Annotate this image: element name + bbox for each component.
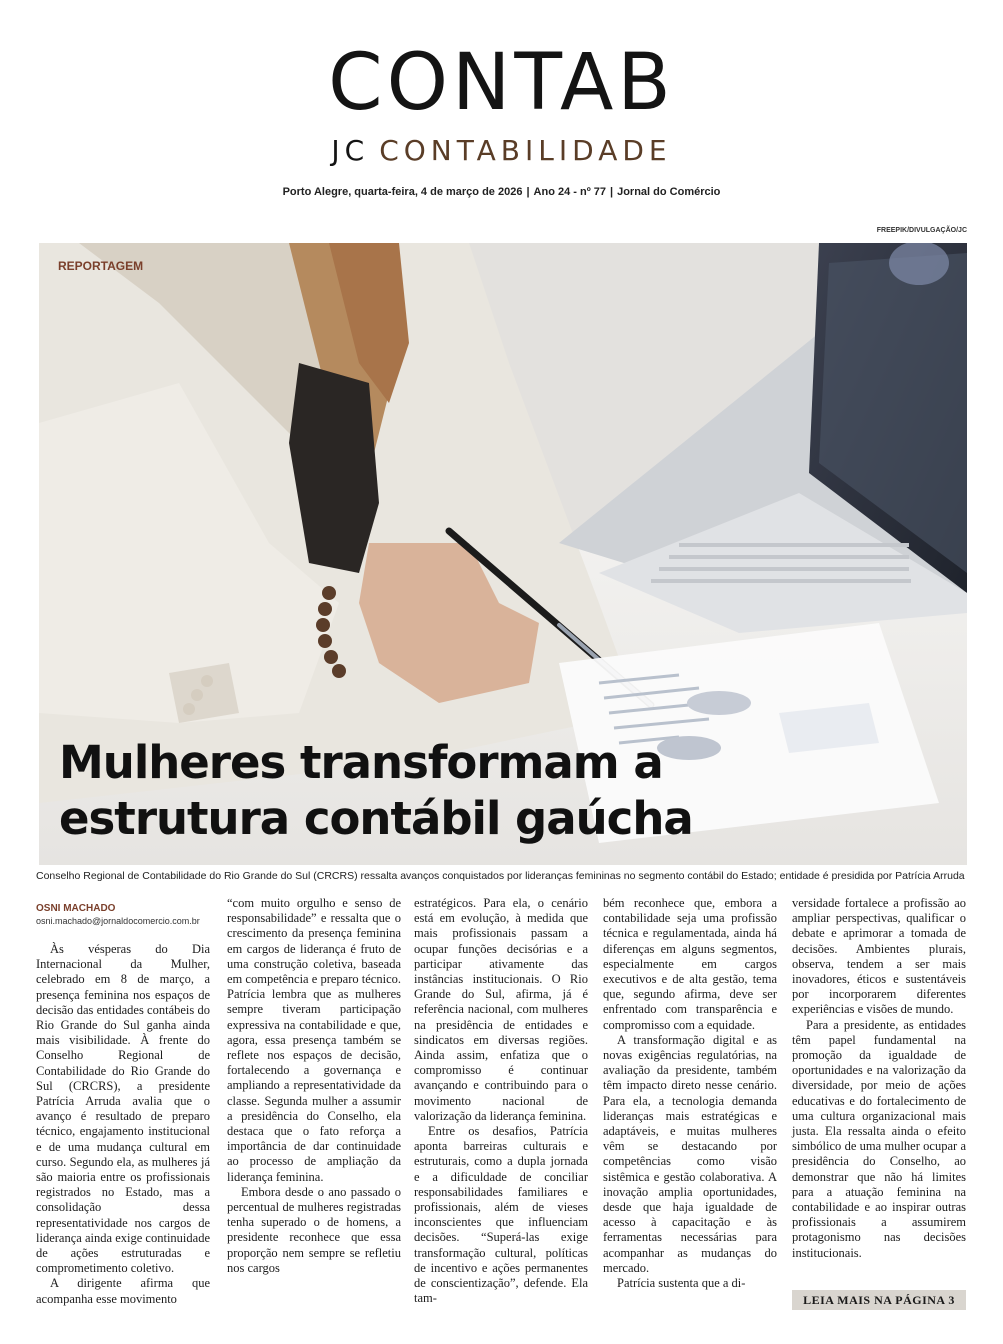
- paragraph: bém reconhece que, embora a contabilidade seja uma profissão técnica e regulamentada, ainda há diferenças em alguns segmentos, especialmente em cargos executivos e de alta gestão, tema que, segundo afirma, deve ser enfrentado com transparência e compromisso com a equidade.: [603, 896, 777, 1032]
- dateline: Porto Alegre, quarta-feira, 4 de março de 2026 | Ano 24 - nº 77 | Jornal do Comércio: [282, 186, 721, 198]
- article-column-4: [603, 896, 777, 1312]
- masthead-subtitle: [0, 134, 1003, 168]
- author-email: osni.machado@jornaldocomercio.com.br: [36, 916, 200, 926]
- masthead-title: CONTAB: [328, 38, 675, 128]
- article-column-1: [36, 942, 210, 1312]
- section-kicker: REPORTAGEM: [58, 259, 144, 273]
- paragraph: Embora desde o ano passado o percentual de mulheres registradas tenha superado o de homens, a presidente reconhece que essa proporção nem sempre se refletiu nos cargos: [227, 1184, 401, 1275]
- photo-caption: Conselho Regional de Contabilidade do Rio Grande do Sul (CRCRS) ressalta avanços conquistados por lideranças femininas no segmento contábil do Estado; entidade é presidida por Patrícia Arruda: [36, 870, 965, 882]
- paragraph: A transformação digital e as novas exigências regulatórias, na avaliação da presidente, também têm impacto direto nesse cenário. Para ela, a tecnologia demanda lideranças mais estratégicas e adaptáveis, e muitas mulheres vêm se destacando por competências como visão sistêmica e gestão colaborativa. A inovação amplia oportunidades, desde que haja igualdade de acesso à capacitação e às ferramentas necessárias para acompanhar as mudanças do mercado.: [603, 1032, 777, 1275]
- dateline-place-date: Porto Alegre, quarta-feira, 4 de março de 2026: [282, 186, 523, 198]
- lead-photo: [39, 243, 967, 865]
- article-column-2: [227, 896, 401, 1312]
- photo-credit: FREEPIK/DIVULGAÇÃO/JC: [876, 227, 967, 234]
- read-more-link[interactable]: LEIA MAIS NA PÁGINA 3: [792, 1290, 966, 1310]
- dateline-paper: Jornal do Comércio: [617, 186, 721, 198]
- byline: [36, 903, 200, 926]
- paragraph: Entre os desafios, Patrícia aponta barreiras culturais e estruturais, como a dupla jornada e a dificuldade de conciliar responsabilidades familiares e profissionais, além de vieses inconscientes que influenciam decisões. “Superá-las exige transformação cultural, políticas de incentivo e ações permanentes de conscientização”, defende. Ela tam-: [414, 1124, 588, 1306]
- paragraph: Para a presidente, as entidades têm papel fundamental na promoção da igualdade de oportunidades e na valorização da diversidade, por meio de ações educativas e do fortalecimento de uma cultura organizacional mais justa. Ela ressalta ainda o efeito simbólico de uma mulher ocupar a presidência do Conselho, ao demonstrar que não há limites para a atuação feminina na contabilidade e ao inspirar outras profissionais a assumirem protagonismo nas decisões institucionais.: [792, 1017, 966, 1260]
- masthead-prefix: JC: [331, 134, 370, 167]
- headline: Mulheres transformam a estrutura contábil gaúcha: [59, 736, 693, 845]
- dateline-edition: Ano 24 - nº 77: [533, 186, 607, 198]
- article-column-5: [792, 896, 966, 1284]
- paragraph: versidade fortalece a profissão ao ampliar perspectivas, qualificar o debate e aprimorar a tomada de decisões. Ambientes plurais, observa, tendem a ser mais inovadores, éticos e sustentáveis por incorporarem diferentes experiências e visões de mundo.: [792, 896, 966, 1017]
- masthead: [0, 38, 1003, 168]
- paragraph: Às vésperas do Dia Internacional da Mulher, celebrado em 8 de março, a presença feminina nos espaços de decisão das entidades contábeis do Rio Grande do Sul ganha ainda mais visibilidade. À frente do Conselho Regional de Contabilidade do Rio Grande do Sul (CRCRS), a presidente Patrícia Arruda avalia que o avanço é resultado de preparo técnico, engajamento institucional e de uma mudança cultural em curso. Segundo ela, as mulheres já são maioria entre os profissionais registrados no Estado, mas a consolidação dessa representatividade nos cargos de liderança ainda exige continuidade de ações estruturadas e comprometimento coletivo.: [36, 942, 210, 1276]
- paragraph: “com muito orgulho e senso de responsabilidade” e ressalta que o crescimento da presença feminina em cargos de liderança é fruto de uma construção coletiva, baseada em competência e preparo técnico. Patrícia lembra que as mulheres sempre tiveram participação expressiva na contabilidade e que, agora, essa presença também se reflete nos espaços de decisão, fortalecendo a governança e ampliando a representatividade da classe. Segunda mulher a assumir a presidência do Conselho, ela destaca que o fato reforça a importância de dar continuidade ao processo de ampliação da liderança feminina.: [227, 896, 401, 1184]
- paragraph: Patrícia sustenta que a di-: [617, 1276, 746, 1291]
- paragraph: estratégicos. Para ela, o cenário está em evolução, à medida que mais profissionais passam a ocupar funções decisórias e a participar ativamente das instâncias institucionais. O Rio Grande do Sul, afirma, já é referência nacional, com mulheres na presidência de entidades e sindicatos em diversas regiões. Ainda assim, enfatiza que o compromisso é continuar avançando e contribuindo para o movimento nacional de valorização da liderança feminina.: [414, 896, 588, 1123]
- masthead-section: CONTABILIDADE: [379, 134, 672, 167]
- paragraph: A dirigente afirma que acompanha esse movimento: [36, 1276, 210, 1306]
- article-column-3: [414, 896, 588, 1312]
- author-name: OSNI MACHADO: [36, 903, 116, 914]
